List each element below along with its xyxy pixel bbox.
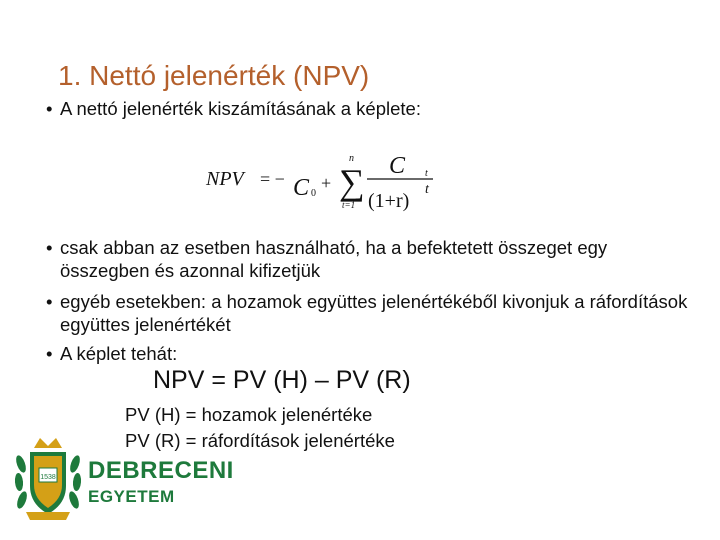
- bullet-text: A nettó jelenérték kiszámításának a képlete:: [60, 98, 421, 119]
- bullet-other-cases: [46, 290, 700, 336]
- bullet-dot: •: [46, 291, 53, 312]
- bullet-dot: •: [46, 343, 53, 364]
- npv-difference-formula: NPV = PV (H) – PV (R): [153, 366, 411, 394]
- logo-text-line1: DEBRECENI: [88, 457, 234, 484]
- bullet-text: egyéb esetekben: a hozamok együttes jelenértékéből kivonjuk a ráfordítások együttes jelenértékét: [60, 291, 688, 335]
- definition-pv-r: PV (R) = ráfordítások jelenértéke: [125, 430, 395, 451]
- logo-text-line2: EGYETEM: [88, 487, 175, 506]
- formula-c0: C: [293, 175, 310, 201]
- numerator-c: C: [389, 153, 406, 179]
- formula-plus: +: [321, 173, 332, 193]
- bullet-usage-condition: [46, 236, 700, 282]
- formula-lhs: NPV: [206, 168, 244, 190]
- slide-title: 1. Nettó jelenérték (NPV): [58, 60, 370, 91]
- bullet-dot: •: [46, 237, 53, 258]
- sum-upper: n: [349, 153, 354, 164]
- exponent: t: [425, 182, 429, 197]
- formula-equals-minus: = −: [260, 169, 285, 189]
- numerator-sub: t: [425, 168, 428, 179]
- bullet-text: csak abban az esetben használható, ha a befektetett összeget egy összegben és azonnal kifizetjük: [60, 237, 608, 281]
- npv-formula-image: [200, 148, 450, 224]
- sum-symbol: ∑: [339, 162, 365, 202]
- bullet-text: A képlet tehát:: [60, 343, 178, 364]
- sum-lower: t=1: [342, 200, 356, 210]
- university-crest-logo: [12, 434, 84, 522]
- denominator: (1+r): [368, 190, 410, 212]
- bullet-dot: •: [46, 98, 53, 119]
- bullet-formula-intro: [46, 97, 700, 120]
- formula-c0-sub: 0: [311, 188, 316, 199]
- crest-year: 1538: [40, 474, 56, 481]
- bullet-formula-therefore: [46, 342, 700, 365]
- definition-pv-h: PV (H) = hozamok jelenértéke: [125, 404, 373, 425]
